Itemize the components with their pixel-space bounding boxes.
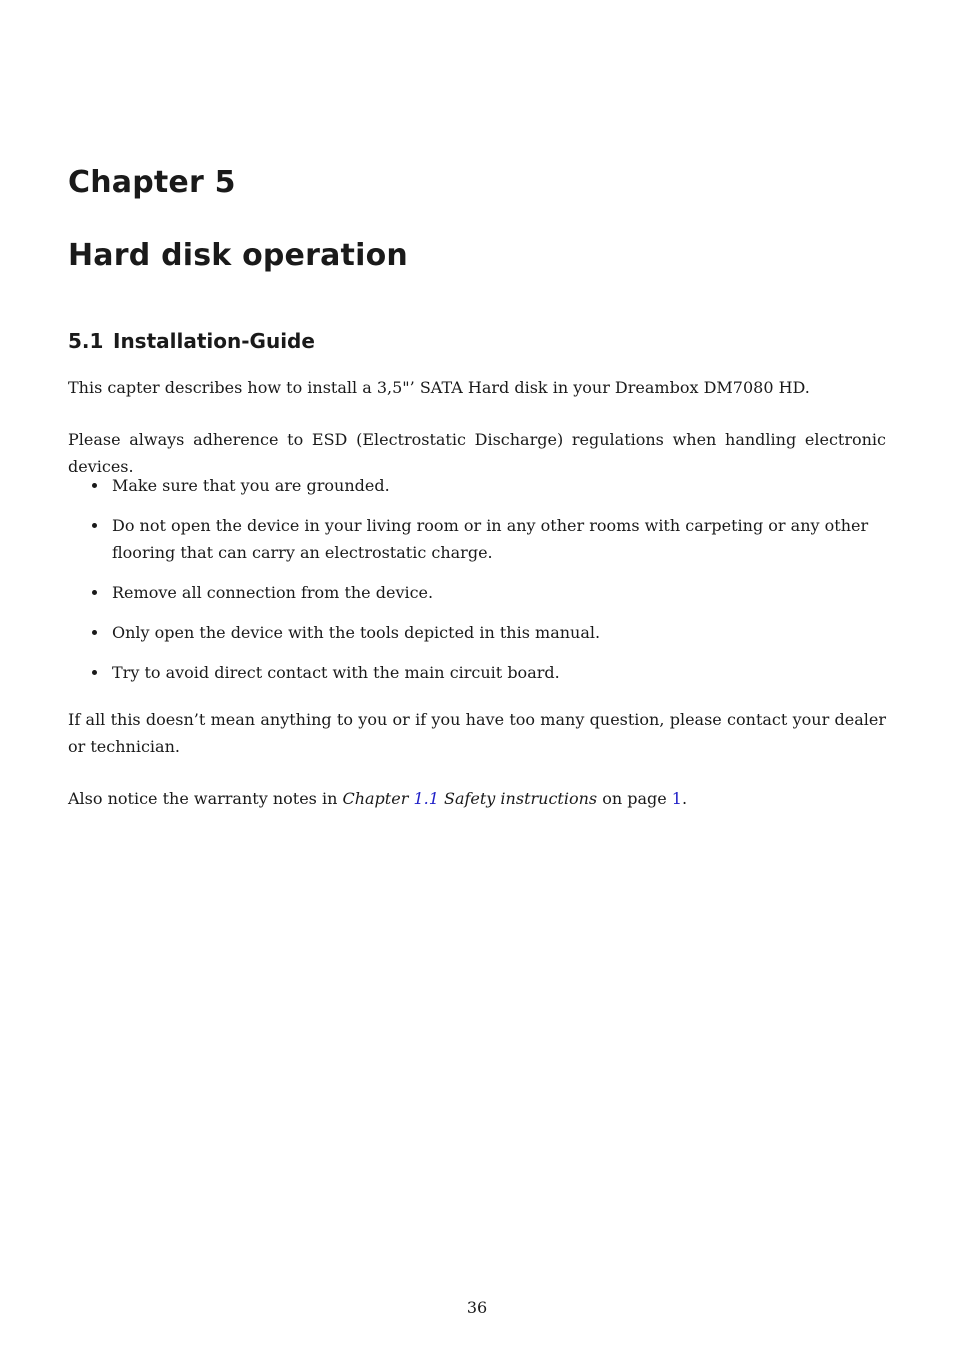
list-item-text: Try to avoid direct contact with the main circuit board. xyxy=(112,663,560,682)
chapter-word: Chapter xyxy=(342,789,409,808)
bullet-icon xyxy=(92,590,97,595)
chapter-reference-link[interactable]: 1.1 xyxy=(413,789,439,808)
contact-paragraph: If all this doesn’t mean anything to you or if you have too many question, please contact your dealer or technician. xyxy=(68,710,886,756)
section-title: Installation-Guide xyxy=(113,329,315,353)
bullet-icon xyxy=(92,483,97,488)
list-item xyxy=(68,472,886,499)
esd-paragraph: Please always adherence to ESD (Electrostatic Discharge) regulations when handling electronic devices. xyxy=(68,430,886,476)
warranty-prefix: Also notice the warranty notes in xyxy=(68,789,343,808)
chapter-label: Chapter 5 xyxy=(68,165,236,200)
page-reference-link[interactable]: 1 xyxy=(671,789,682,808)
page-number: 36 xyxy=(466,1298,488,1317)
list-item xyxy=(68,659,886,686)
bullet-icon xyxy=(92,523,97,528)
list-item xyxy=(68,619,886,646)
esd-bullet-list xyxy=(68,472,886,699)
chapter-reference-title: Safety instructions xyxy=(443,789,598,808)
list-item-text: Make sure that you are grounded. xyxy=(112,476,390,495)
bullet-icon xyxy=(92,630,97,635)
intro-paragraph: This capter describes how to install a 3,5"’ SATA Hard disk in your Dreambox DM7080 HD. xyxy=(68,378,810,397)
list-item-text: Do not open the device in your living room or in any other rooms with carpeting or any other flooring that can carry an electrostatic charge. xyxy=(112,516,869,562)
warranty-paragraph xyxy=(68,785,886,812)
warranty-suffix: . xyxy=(681,789,688,808)
section-number: 5.1 xyxy=(68,329,104,353)
list-item xyxy=(68,579,886,606)
document-page xyxy=(68,0,886,1350)
list-item-text: Remove all connection from the device. xyxy=(112,583,434,602)
section-heading xyxy=(68,326,315,356)
warranty-middle: on page xyxy=(597,789,672,808)
chapter-title: Hard disk operation xyxy=(68,238,408,273)
list-item-text: Only open the device with the tools depicted in this manual. xyxy=(112,623,601,642)
list-item xyxy=(68,512,886,566)
bullet-icon xyxy=(92,670,97,675)
